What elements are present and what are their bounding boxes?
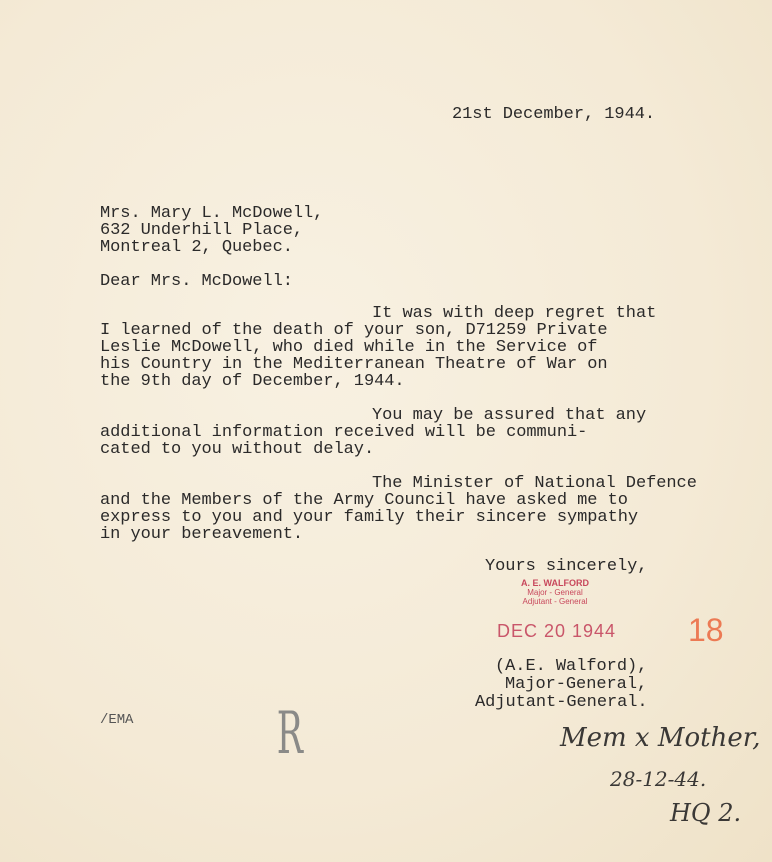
text-line: (A.E. Walford),: [495, 657, 648, 676]
handwritten-ref: HQ 2.: [670, 799, 742, 827]
letter-date: 21st December, 1944.: [452, 105, 656, 124]
text-line: I learned of the death of your son, D71259 Private: [100, 321, 608, 340]
text-line: his Country in the Mediterranean Theatre of War on: [100, 355, 608, 374]
text-line: in your bereavement.: [100, 525, 304, 544]
text-line: the 9th day of December, 1944.: [100, 372, 405, 391]
closing: Yours sincerely,: [485, 557, 648, 576]
stamp-rank: Major - General: [527, 588, 583, 597]
handwritten-date: 28-12-44.: [610, 767, 707, 791]
handwritten-number: 18: [688, 612, 724, 648]
address-line: 632 Underhill Place,: [100, 221, 304, 240]
text-line: You may be assured that any: [372, 406, 647, 425]
text-line: Major-General,: [505, 675, 648, 694]
text-line: It was with deep regret that: [372, 304, 657, 323]
address-line: Mrs. Mary L. McDowell,: [100, 204, 324, 223]
date-stamp: DEC 20 1944: [497, 621, 617, 641]
reference-initials: /EMA: [100, 712, 134, 728]
text-line: Leslie McDowell, who died while in the Service of: [100, 338, 598, 357]
salutation: Dear Mrs. McDowell:: [100, 272, 293, 291]
stamp-name: A. E. WALFORD: [521, 578, 589, 588]
text-line: express to you and your family their sincere sympathy: [100, 508, 639, 527]
signature-stamp: [500, 578, 610, 606]
text-line: additional information received will be communi-: [100, 423, 588, 442]
text-line: Adjutant-General.: [475, 693, 648, 712]
address-line: Montreal 2, Quebec.: [100, 238, 293, 257]
text-line: and the Members of the Army Council have asked me to: [100, 491, 628, 510]
text-line: cated to you without delay.: [100, 440, 375, 459]
text-line: The Minister of National Defence: [372, 474, 697, 493]
stamp-title: Adjutant - General: [522, 597, 588, 606]
handwritten-initials: R: [276, 699, 303, 767]
handwritten-note: Mem x Mother,: [560, 723, 761, 753]
